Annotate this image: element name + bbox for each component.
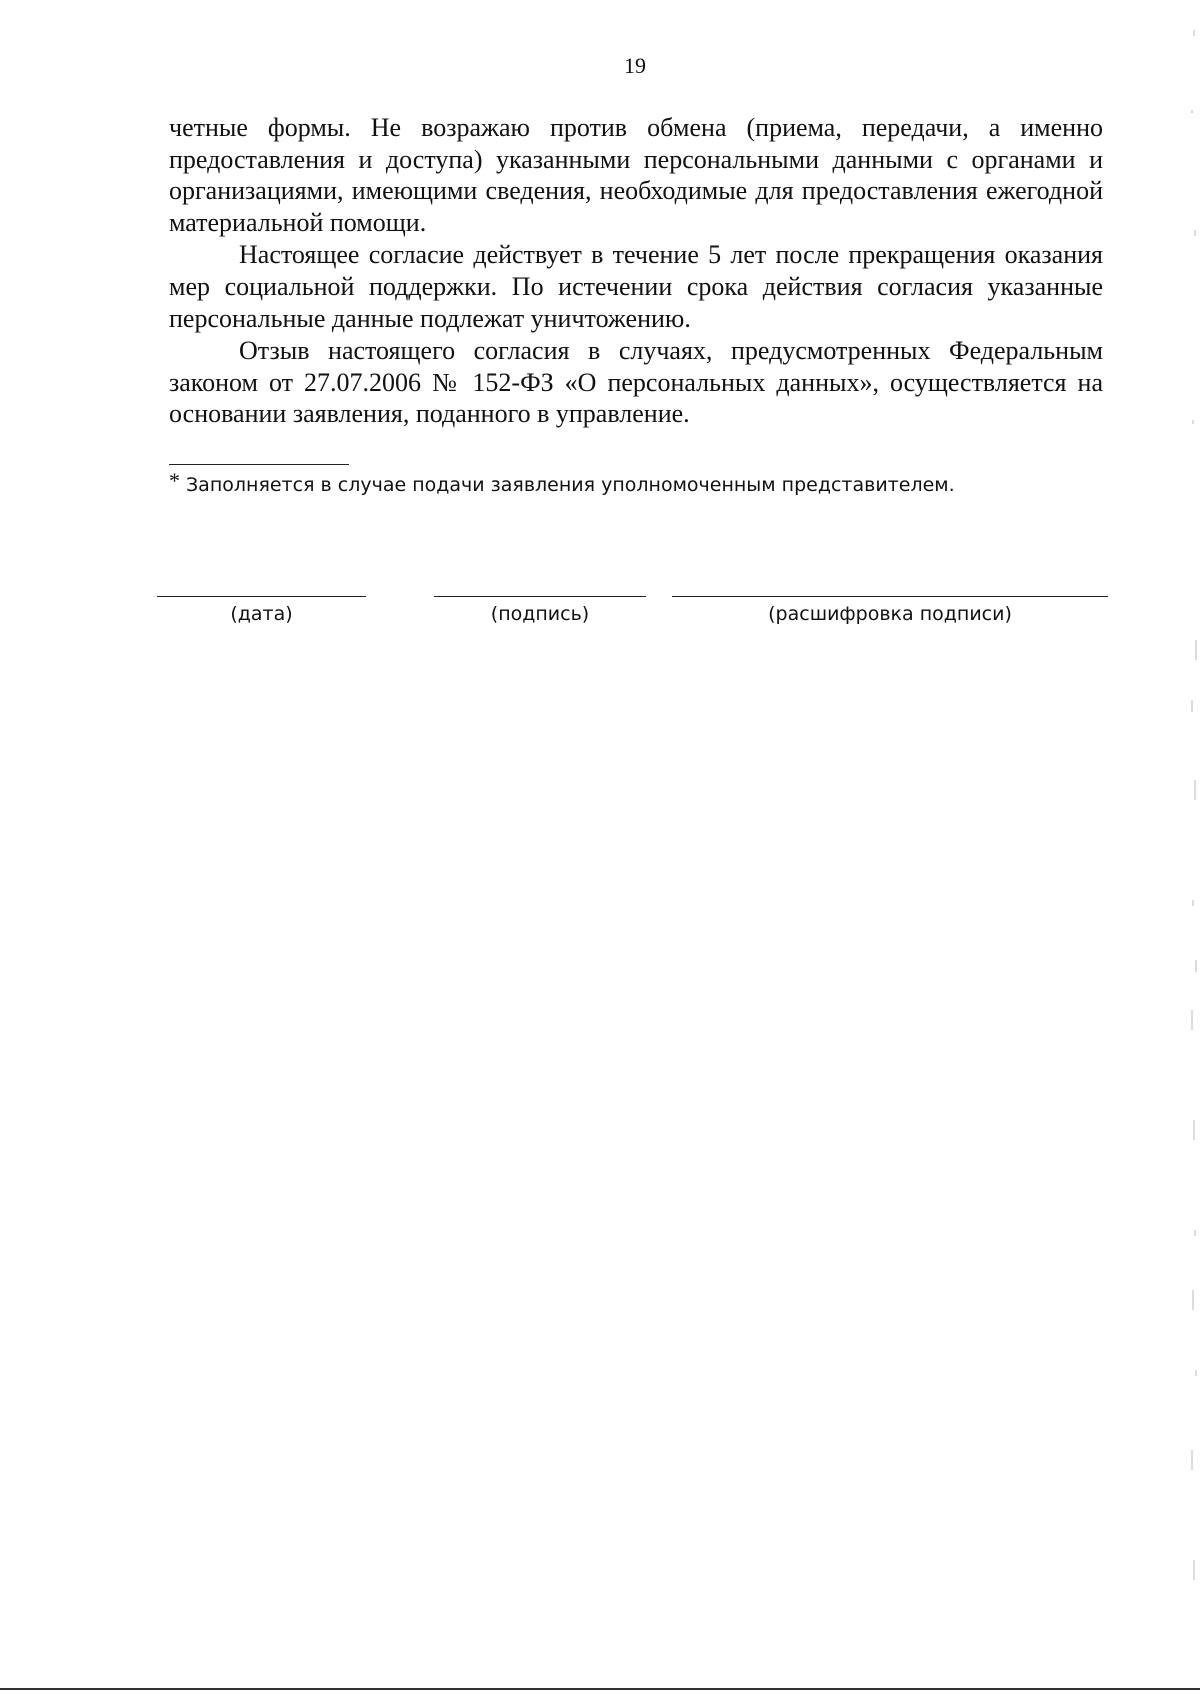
paragraph-revocation: Отзыв настоящего согласия в случаях, предусмотренных Федеральным законом от 27.07.2006 № 152-ФЗ «О персональных данных», осуществляется на основании заявления, поданного в управление.	[169, 336, 1103, 429]
scan-edge-specks	[1178, 0, 1200, 1695]
paragraph-continuation: четные формы. Не возражаю против обмена (приема, передачи, а именно предоставления и доступа) указанными персональными данными с органами и организациями, имеющими сведения, необходимые для предоставления ежегодной материальной помощи.	[169, 113, 1103, 237]
footnote-mark: *	[169, 468, 180, 493]
signature-line	[434, 596, 646, 597]
scan-bottom-edge	[0, 1688, 1200, 1690]
signature-decryption-line	[672, 596, 1108, 597]
date-signature-line	[157, 596, 366, 597]
footnote-text: Заполняется в случае подачи заявления уполномоченным представителем.	[186, 474, 955, 496]
paragraph-validity: Настоящее согласие действует в течение 5 лет после прекращения оказания мер социальной поддержки. По истечении срока действия согласия указанные персональные данные подлежат уничтожению.	[169, 240, 1103, 333]
signature-decryption-label: (расшифровка подписи)	[768, 603, 1012, 625]
document-body	[169, 112, 1103, 430]
signature-label: (подпись)	[490, 603, 590, 625]
footnote-separator	[169, 464, 349, 465]
date-label: (дата)	[230, 603, 293, 625]
footnote	[169, 468, 1069, 498]
page-number: 19	[624, 53, 646, 78]
